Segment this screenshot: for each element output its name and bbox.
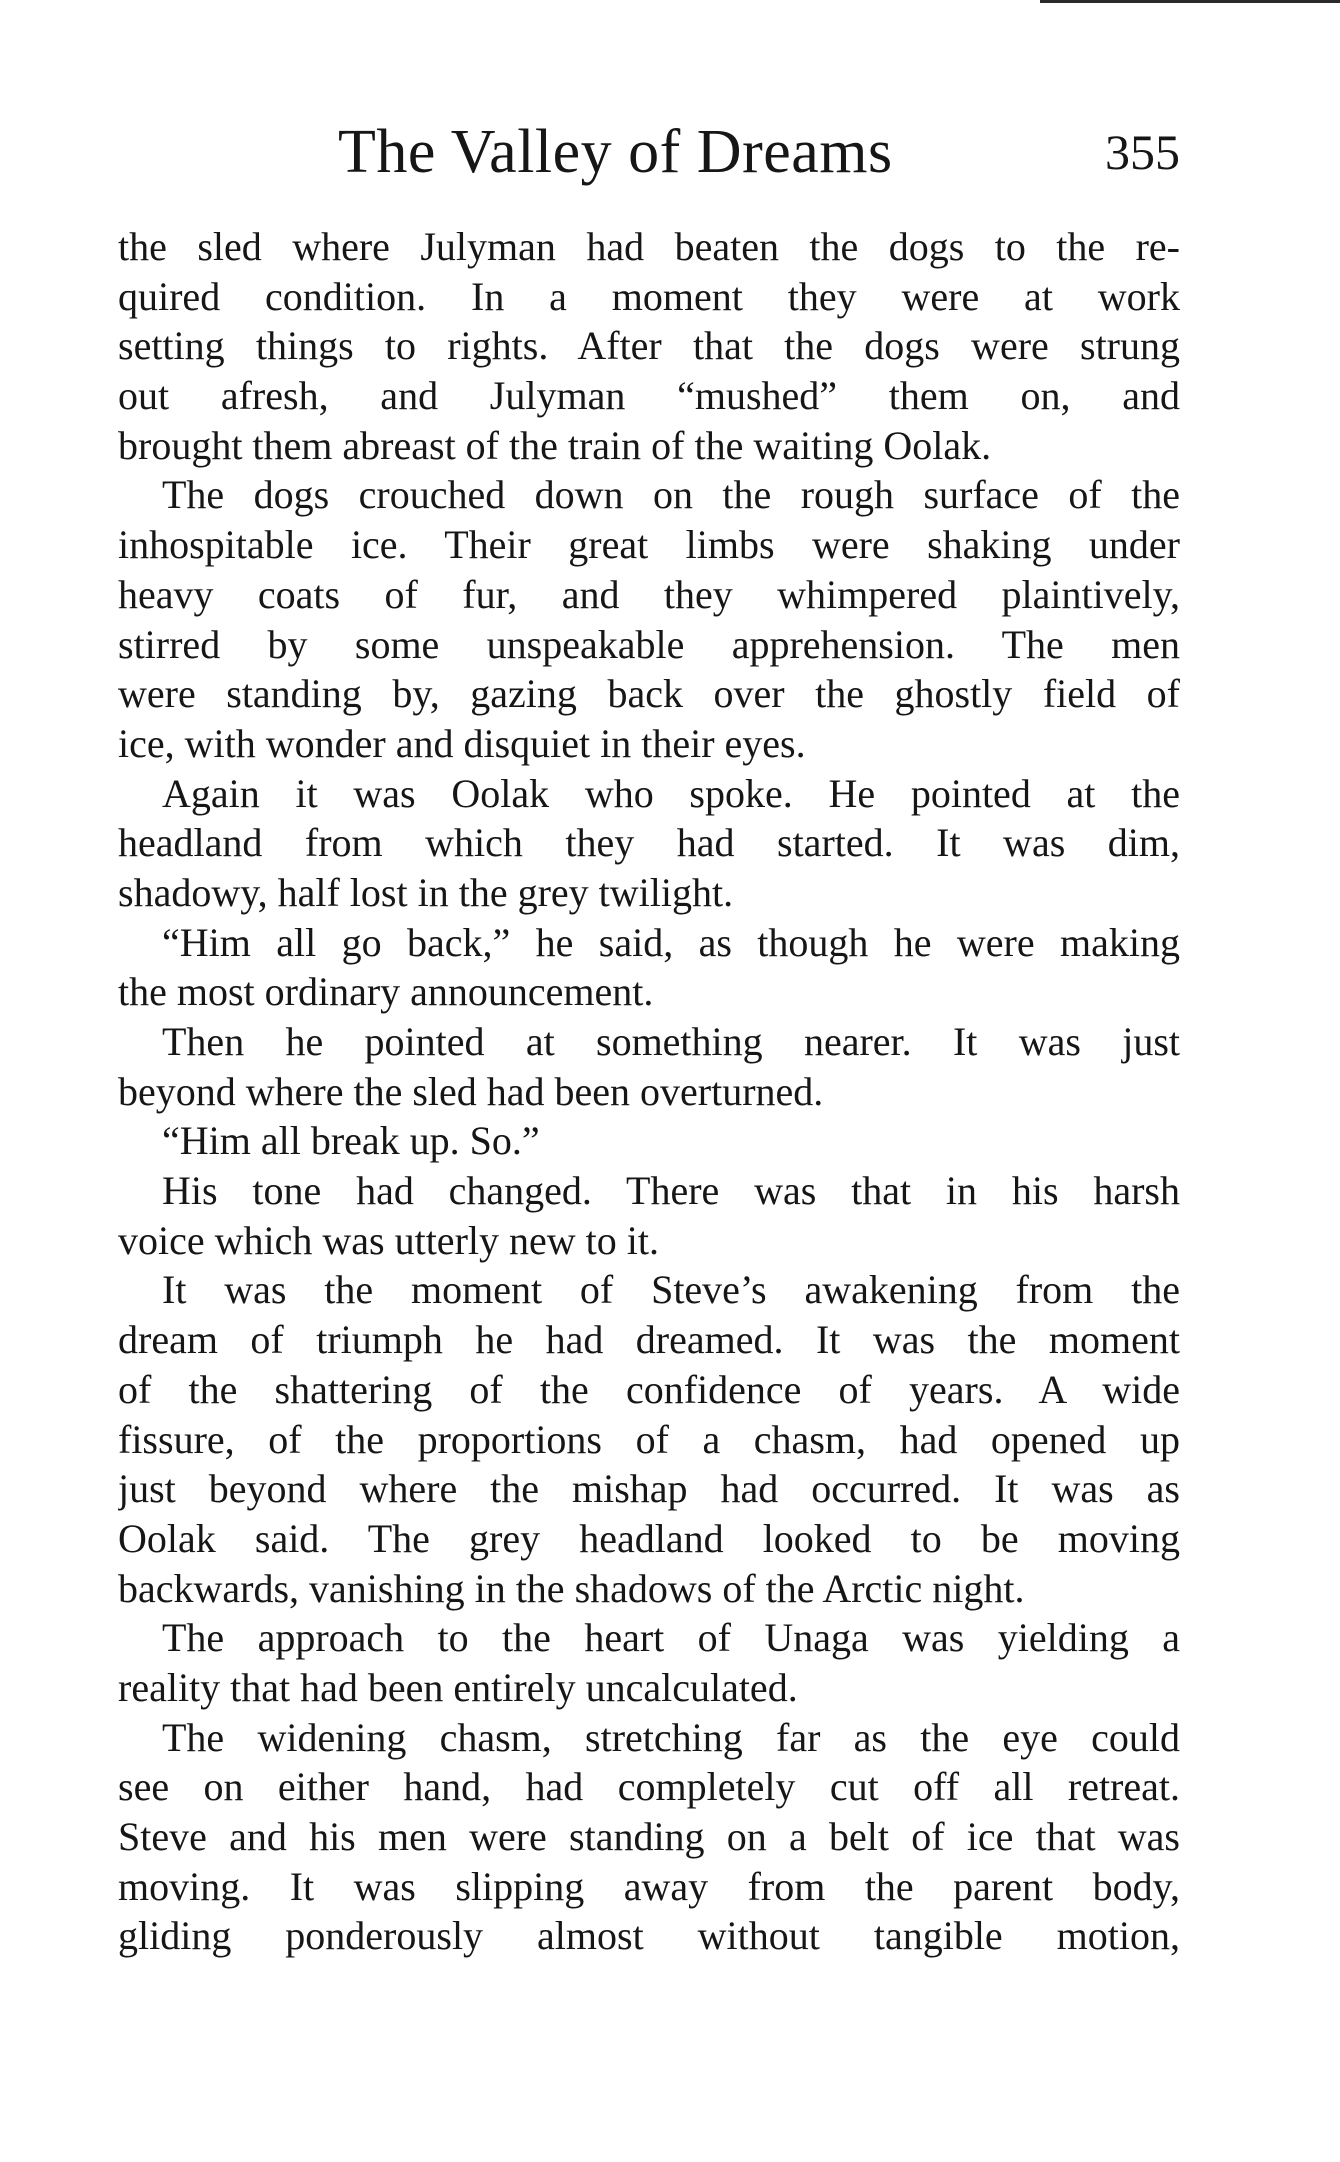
text-line: heavy coats of fur, and they whimpered plaintively,: [118, 571, 1180, 617]
text-line: “Him all break up. So.”: [162, 1118, 540, 1164]
text-line: His tone had changed. There was that in his harsh: [162, 1168, 1180, 1214]
text-line: The dogs crouched down on the rough surface of the: [162, 472, 1180, 518]
body-text: [118, 222, 1180, 1961]
text-line: The widening chasm, stretching far as the eye could: [162, 1714, 1180, 1760]
text-line: the most ordinary announcement.: [118, 969, 654, 1015]
text-line: inhospitable ice. Their great limbs were shaking under: [118, 522, 1180, 568]
text-line: The approach to the heart of Unaga was yielding a: [162, 1615, 1180, 1661]
text-line: Again it was Oolak who spoke. He pointed at the: [162, 770, 1180, 816]
text-line: see on either hand, had completely cut off all retreat.: [118, 1764, 1180, 1810]
text-line: gliding ponderously almost without tangible motion,: [118, 1913, 1180, 1959]
text-line: dream of triumph he had dreamed. It was the moment: [118, 1317, 1180, 1363]
text-line: just beyond where the mishap had occurred. It was as: [118, 1466, 1180, 1512]
text-line: reality that had been entirely uncalculated.: [118, 1664, 798, 1710]
running-title: The Valley of Dreams: [338, 118, 893, 186]
text-line: Oolak said. The grey headland looked to be moving: [118, 1515, 1180, 1561]
page-number: 355: [1105, 124, 1180, 180]
text-line: moving. It was slipping away from the parent body,: [118, 1863, 1180, 1909]
text-line: voice which was utterly new to it.: [118, 1217, 659, 1263]
text-line: the sled where Julyman had beaten the dogs to the re-: [118, 224, 1180, 269]
top-edge-rule: [1040, 0, 1340, 3]
text-line: shadowy, half lost in the grey twilight.: [118, 869, 734, 915]
page-header: [118, 112, 1180, 192]
text-line: beyond where the sled had been overturned.: [118, 1068, 824, 1114]
text-line: It was the moment of Steve’s awakening from the: [162, 1267, 1180, 1313]
text-line: out afresh, and Julyman “mushed” them on, and: [118, 373, 1180, 419]
text-line: brought them abreast of the train of the waiting Oolak.: [118, 422, 992, 468]
text-line: quired condition. In a moment they were at work: [118, 273, 1180, 319]
text-line: backwards, vanishing in the shadows of the Arctic night.: [118, 1565, 1025, 1611]
text-line: of the shattering of the confidence of years. A wide: [118, 1366, 1180, 1412]
text-line: ice, with wonder and disquiet in their eyes.: [118, 720, 806, 766]
text-line: “Him all go back,” he said, as though he were making: [162, 919, 1180, 965]
text-line: were standing by, gazing back over the ghostly field of: [118, 671, 1180, 717]
text-line: Then he pointed at something nearer. It was just: [162, 1019, 1180, 1064]
text-line: headland from which they had started. It was dim,: [118, 820, 1180, 866]
text-line: fissure, of the proportions of a chasm, had opened up: [118, 1416, 1180, 1462]
text-line: stirred by some unspeakable apprehension. The men: [118, 621, 1180, 667]
text-line: setting things to rights. After that the dogs were strung: [118, 323, 1180, 369]
text-line: Steve and his men were standing on a belt of ice that was: [118, 1814, 1180, 1859]
